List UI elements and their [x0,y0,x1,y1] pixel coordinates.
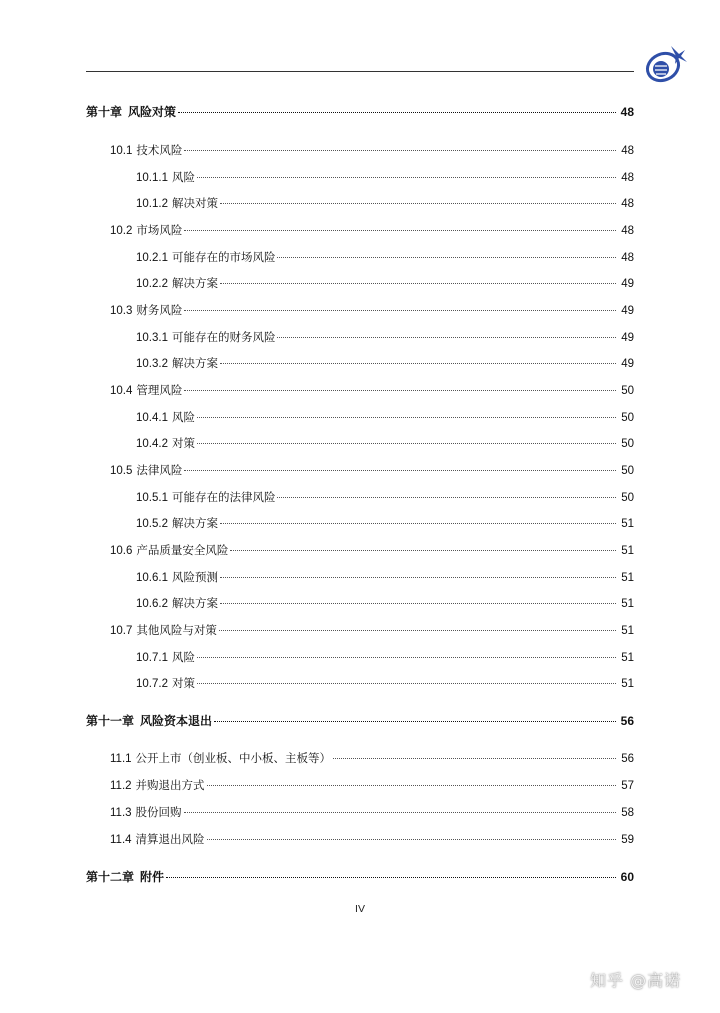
toc-entry-section[interactable] [110,222,634,239]
toc-dot-leader [184,390,616,391]
toc-entry-section[interactable] [110,542,634,559]
toc-entry-title: 风险 [171,650,195,664]
toc-dot-leader [277,337,616,338]
toc-dot-leader [219,630,616,631]
toc-dot-leader [277,497,616,498]
toc-entry-chapter[interactable] [86,713,634,729]
toc-entry-page: 48 [621,198,634,210]
toc-dot-leader [178,112,616,113]
toc-entry-subsection[interactable] [136,489,634,506]
toc-entry-number: 10.4.2 [136,438,168,450]
toc-dot-leader [166,877,616,878]
toc-entry-title: 管理风险 [136,383,183,397]
toc-entry-number: 10.5.1 [136,492,168,504]
toc-dot-leader [197,417,616,418]
toc-entry-number: 10.1.1 [136,172,168,184]
toc-entry-subsection[interactable] [136,249,634,266]
toc-entry-page: 48 [620,105,634,119]
toc-entry-page: 49 [621,358,634,370]
toc-entry-subsection[interactable] [136,569,634,586]
toc-entry-title: 解决方案 [171,596,218,610]
toc-dot-leader [184,230,616,231]
toc-entry-title: 附件 [140,870,165,884]
toc-dot-leader [220,577,616,578]
toc-entry-number: 10.1 [110,145,133,157]
toc-entry-page: 56 [620,714,634,728]
toc-entry-page: 48 [621,252,634,264]
toc-entry-title: 法律风险 [136,463,183,477]
toc-entry-section[interactable] [110,302,634,319]
toc-entry-title: 产品质量安全风险 [136,543,229,557]
toc-entry-title: 可能存在的市场风险 [171,250,276,264]
toc-entry-page: 48 [621,145,634,157]
toc-entry-subsection[interactable] [136,435,634,452]
toc-entry-title: 风险预测 [171,570,218,584]
toc-entry-page: 49 [621,305,634,317]
toc-dot-leader [230,550,616,551]
toc-entry-number: 11.1 [110,753,132,765]
toc-entry-number: 10.5.2 [136,518,168,530]
toc-dot-leader [184,812,616,813]
toc-dot-leader [220,283,616,284]
toc-entry-title: 并购退出方式 [135,778,205,792]
toc-entry-page: 49 [621,332,634,344]
toc-dot-leader [197,443,616,444]
toc-entry-title: 公开上市（创业板、中小板、主板等） [135,751,332,765]
toc-entry-title: 解决对策 [171,196,218,210]
toc-entry-title: 风险资本退出 [140,714,213,728]
toc-entry-number: 10.3.2 [136,358,168,370]
toc-entry-page: 56 [621,753,634,765]
toc-entry-title: 可能存在的财务风险 [171,330,276,344]
toc-entry-number: 11.3 [110,807,132,819]
toc-dot-leader [197,177,616,178]
toc-entry-section[interactable] [110,382,634,399]
toc-entry-title: 解决方案 [171,276,218,290]
toc-entry-number: 第十一章 [86,714,135,728]
toc-entry-number: 10.6.1 [136,572,168,584]
toc-entry-number: 11.4 [110,834,132,846]
footer-page-number: IV [355,903,365,915]
toc-entry-number: 11.2 [110,780,132,792]
toc-entry-number: 10.2.2 [136,278,168,290]
watermark-text: 知乎 @高诺 [590,971,682,990]
toc-entry-page: 50 [621,438,634,450]
toc-dot-leader [214,721,616,722]
toc-entry-number: 10.3 [110,305,133,317]
toc-entry-title: 清算退出风险 [135,832,205,846]
toc-entry-page: 51 [621,545,634,557]
toc-entry-page: 50 [621,412,634,424]
toc-entry-section[interactable] [110,750,634,767]
toc-entry-page: 49 [621,278,634,290]
toc-entry-subsection[interactable] [136,329,634,346]
toc-entry-chapter[interactable] [86,869,634,885]
toc-dot-leader [184,150,616,151]
toc-entry-title: 解决方案 [171,516,218,530]
toc-entry-number: 10.7.2 [136,678,168,690]
toc-entry-title: 其他风险与对策 [136,623,217,637]
toc-entry-subsection[interactable] [136,355,634,372]
toc-entry-section[interactable] [110,622,634,639]
toc-entry-title: 市场风险 [136,223,183,237]
toc-entry-number: 10.1.2 [136,198,168,210]
toc-entry-number: 10.4.1 [136,412,168,424]
toc-entry-section[interactable] [110,804,634,821]
toc-entry-section[interactable] [110,831,634,848]
toc-entry-page: 51 [621,625,634,637]
toc-entry-subsection[interactable] [136,649,634,666]
toc-entry-page: 60 [620,870,634,884]
toc-dot-leader [184,310,616,311]
toc-entry-title: 可能存在的法律风险 [171,490,276,504]
toc-entry-page: 58 [621,807,634,819]
toc-entry-number: 10.6 [110,545,133,557]
toc-entry-page: 51 [621,598,634,610]
toc-entry-number: 10.7 [110,625,133,637]
toc-entry-subsection[interactable] [136,275,634,292]
toc-entry-number: 第十二章 [86,870,135,884]
toc-entry-page: 50 [621,492,634,504]
toc-entry-section[interactable] [110,777,634,794]
toc-dot-leader [220,363,616,364]
toc-entry-number: 10.5 [110,465,133,477]
toc-entry-subsection[interactable] [136,515,634,532]
toc-entry-number: 第十章 [86,105,123,119]
toc-entry-title: 技术风险 [136,143,183,157]
toc-dot-leader [197,657,616,658]
toc-entry-page: 59 [621,834,634,846]
toc-entry-page: 57 [621,780,634,792]
toc-entry-subsection[interactable] [136,409,634,426]
toc-entry-title: 对策 [171,676,195,690]
toc-entry-number: 10.7.1 [136,652,168,664]
toc-entry-number: 10.2 [110,225,133,237]
toc-dot-leader [197,683,616,684]
toc-dot-leader [207,839,616,840]
toc-entry-title: 股份回购 [135,805,182,819]
toc-entry-subsection[interactable] [136,595,634,612]
toc-entry-title: 风险 [171,410,195,424]
toc-entry-section[interactable] [110,142,634,159]
toc-entry-page: 51 [621,518,634,530]
toc-entry-page: 50 [621,385,634,397]
toc-dot-leader [277,257,616,258]
toc-entry-title: 财务风险 [136,303,183,317]
toc-entry-number: 10.4 [110,385,133,397]
toc-entry-title: 风险 [171,170,195,184]
toc-dot-leader [220,603,616,604]
toc-dot-leader [220,203,616,204]
toc-dot-leader [184,470,616,471]
toc-entry-section[interactable] [110,462,634,479]
toc-entry-page: 51 [621,678,634,690]
toc-entry-page: 50 [621,465,634,477]
toc-dot-leader [207,785,616,786]
toc-entry-title: 风险对策 [128,105,177,119]
toc-entry-subsection[interactable] [136,675,634,692]
toc-dot-leader [220,523,616,524]
toc-entry-page: 51 [621,572,634,584]
toc-entry-page: 51 [621,652,634,664]
toc-entry-page: 48 [621,225,634,237]
toc-entry-title: 对策 [171,436,195,450]
toc-entry-chapter[interactable] [86,104,634,120]
toc-dot-leader [333,758,616,759]
toc-entry-number: 10.6.2 [136,598,168,610]
toc-entry-number: 10.3.1 [136,332,168,344]
toc-entry-subsection[interactable] [136,169,634,186]
toc-entry-title: 解决方案 [171,356,218,370]
toc-entry-page: 48 [621,172,634,184]
toc-entry-subsection[interactable] [136,195,634,212]
toc-entry-number: 10.2.1 [136,252,168,264]
